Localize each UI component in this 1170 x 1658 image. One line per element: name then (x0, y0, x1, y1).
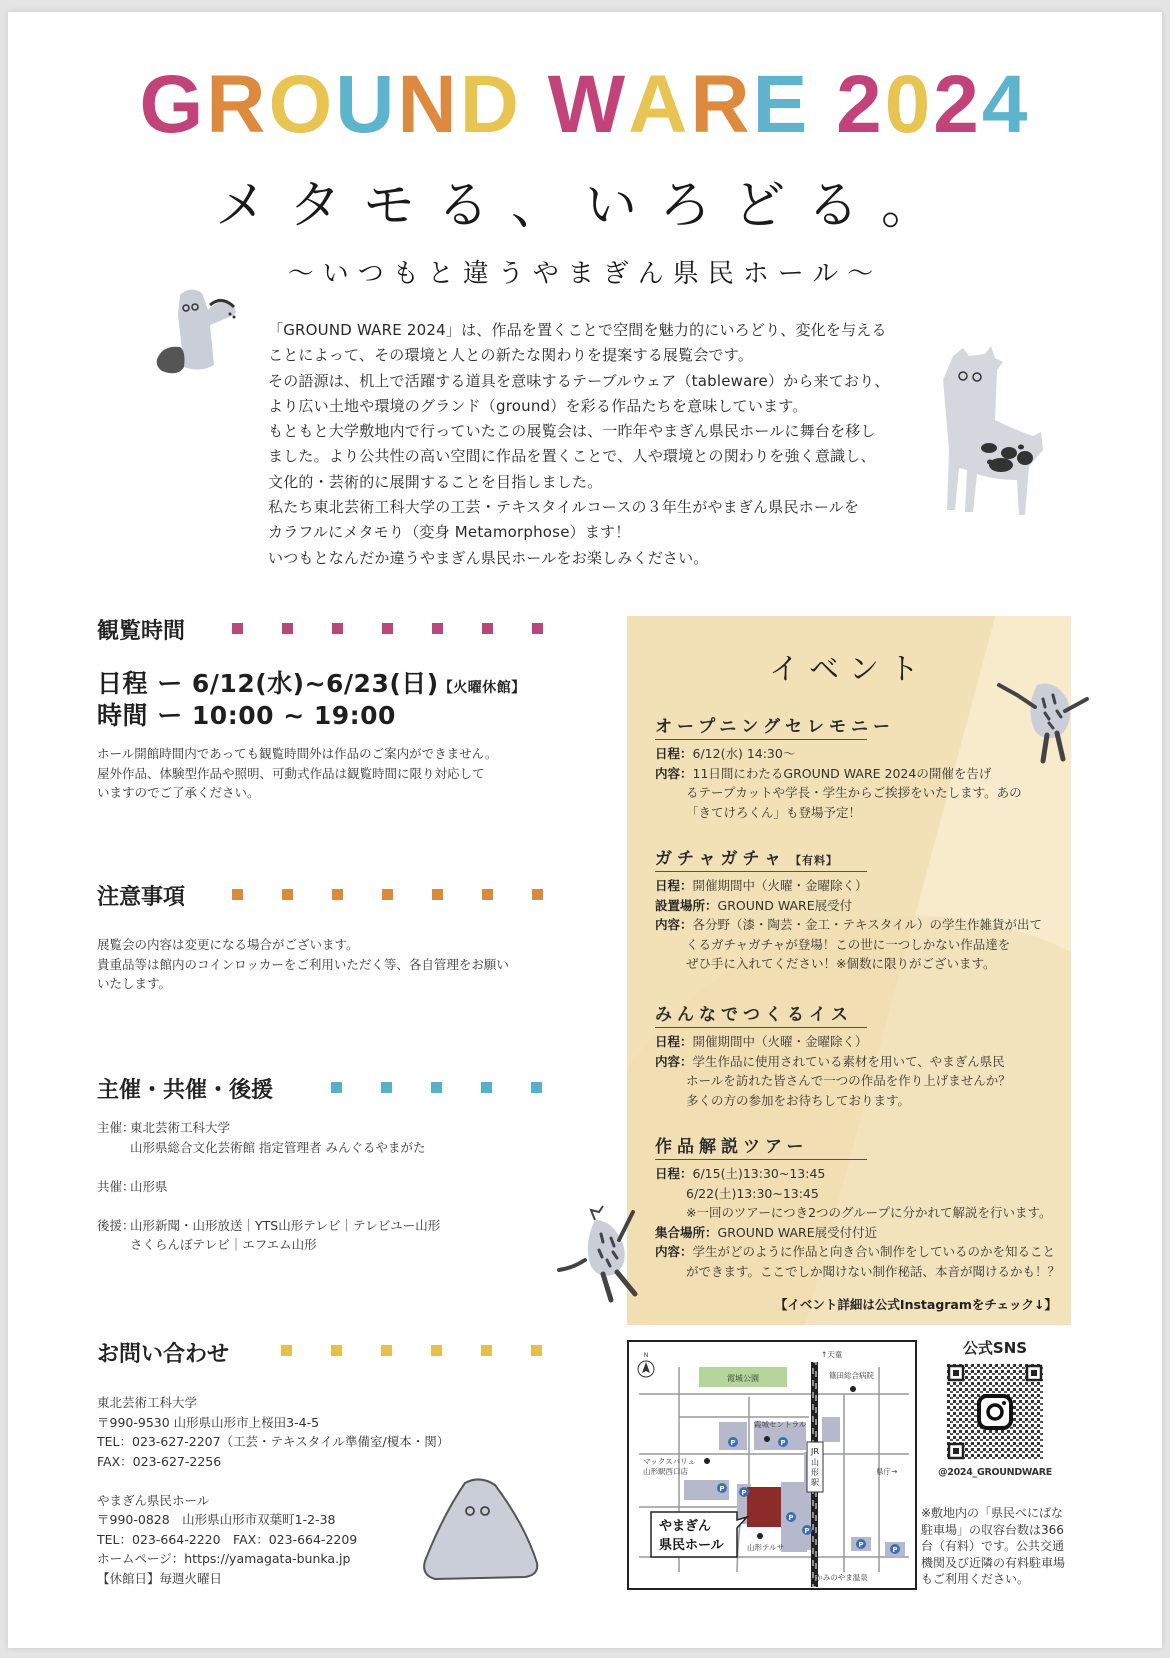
co-host: 山形県 (130, 1178, 168, 1194)
station-label: 駅 (811, 1478, 819, 1487)
co-host-label: 共催： (97, 1178, 135, 1194)
instagram-callout: 【イベント詳細は公式Instagramをチェック↓】 (774, 1297, 1057, 1312)
event-gallery-tour (655, 1132, 1061, 1281)
parking-note: ※敷地内の「県民べにばな駐車場」の収容台数は366台（有料）です。公共交通機関及び近隣の有料駐車場もご利用ください。 (921, 1506, 1066, 1586)
credits-heading: 主催・共催・後援 (97, 1078, 274, 1103)
supporter: 山形新聞・山形放送｜YTS山形テレビ｜テレビユー山形 (130, 1217, 441, 1233)
row-value: ※一回のツアーにつき2つのグループに分かれて解説を行います。 (686, 1205, 1052, 1220)
contact-line: FAX：023-627-2256 (97, 1453, 222, 1469)
llama-character-icon (925, 340, 1050, 520)
event-chair-workshop (655, 1000, 1055, 1110)
row-value: るテープカットや学長・学生からご挨拶をいたします。あの (686, 785, 1022, 800)
divider-dot (481, 1082, 492, 1093)
bird-character-icon (150, 285, 245, 385)
note-line: ホール開館時間内であっても観覧時間外は作品のご案内ができません。 (97, 746, 498, 761)
contact-line: 【休館日】毎週火曜日 (97, 1570, 223, 1586)
access-map[interactable] (627, 1340, 917, 1590)
divider-dot (331, 1345, 342, 1356)
sns-block (935, 1337, 1055, 1478)
intro-line: 文化的・芸術的に展開することを目指しました。 (268, 472, 603, 491)
paid-tag: 【有料】 (789, 854, 838, 867)
title-letter (810, 64, 836, 146)
title-letter: 4 (981, 59, 1031, 150)
row-value: 学生作品に使用されている素材を用いて、やまぎん県民 (692, 1053, 1005, 1069)
organizer: 山形県総合文化芸術館 指定管理者 みんぐるやまがた (130, 1139, 426, 1155)
title-letter: 2 (933, 59, 982, 150)
row-label: 日程： (655, 1034, 693, 1049)
divider-dot (432, 623, 443, 634)
divider-dot (381, 1082, 392, 1093)
divider-dot (332, 889, 343, 900)
title-letter: D (459, 59, 522, 150)
row-value: ぜひ手に入れてください！※個数に限りがございます。 (686, 956, 996, 971)
homepage-link[interactable]: ホームページ：https://yamagata-bunka.jp (97, 1551, 351, 1566)
intro-paragraph (268, 318, 908, 571)
divider-dot (282, 623, 293, 634)
event-name: オープニングセレモニー (655, 717, 895, 737)
parking-icon: P (719, 1485, 725, 1493)
parking-icon: P (741, 1489, 747, 1497)
divider-dot (432, 889, 443, 900)
station-label: 形 (811, 1468, 819, 1477)
sns-title: 公式SNS (962, 1339, 1028, 1357)
parking-icon: P (730, 1439, 736, 1447)
divider-dot (232, 623, 243, 634)
divider-dot (331, 1082, 342, 1093)
intro-line: 「GROUND WARE 2024」は、作品を置くことで空間を魅力的にいろどり、変化を与える (268, 321, 887, 339)
divider-dot (531, 1082, 542, 1093)
parking-icon: P (804, 1527, 810, 1535)
divider-dot (482, 889, 493, 900)
row-value: 6/12(水) 14:30〜 (692, 746, 796, 761)
parking-icon: P (892, 1546, 898, 1554)
station-label: 山 (811, 1458, 819, 1467)
event-name: みんなでつくるイス (655, 1005, 853, 1025)
hours-value: 時間 ー 10:00 ~ 19:00 (97, 701, 396, 730)
title-letter: N (397, 59, 460, 150)
contact-line: やまぎん県民ホール (97, 1492, 210, 1508)
event-name: 作品解説ツアー (655, 1137, 809, 1157)
viewing-dots (232, 623, 582, 634)
dates-value: 日程 ー 6/12(水)~6/23(日) (97, 669, 439, 698)
instagram-qr-code[interactable] (947, 1364, 1043, 1460)
note-line: 展覧会の内容は変更になる場合がございます。 (97, 937, 359, 952)
row-value: 開催期間中（火曜・金曜除く） (692, 878, 868, 893)
intro-line: いつもとなんだか違うやまぎん県民ホールをお楽しみください。 (268, 548, 709, 567)
row-value: GROUND WARE展受付 (717, 897, 853, 913)
closed-note: 【火曜休館】 (438, 680, 526, 696)
title-letter: W (547, 59, 629, 150)
supporter: さくらんぼテレビ｜エフエム山形 (130, 1237, 317, 1252)
divider-dot (431, 1345, 442, 1356)
note-line: いたします。 (97, 976, 172, 991)
contact-line: 東北芸術工科大学 (97, 1395, 198, 1410)
subtitle: 〜いつもと違うやまぎん県民ホール〜 (287, 259, 883, 289)
credits-list (97, 1118, 440, 1255)
intro-line: その語源は、机上で活躍する道具を意味するテーブルウェア（tableware）から来ており、 (268, 371, 890, 390)
row-label: 日程： (655, 878, 693, 893)
row-label: 内容： (655, 765, 693, 781)
title-letter: 0 (884, 59, 934, 150)
row-label: 内容： (655, 1244, 693, 1259)
map-label-central: 霞城セントラル (754, 1420, 807, 1429)
divider-dot (282, 889, 293, 900)
divider-dot (532, 889, 543, 900)
contact-line: 〒990-0828 山形県山形市双葉町1-2-38 (97, 1512, 336, 1527)
event-gachagacha (655, 844, 1055, 974)
row-value: ホールを訪れた皆さんで一つの作品を作り上げませんか？ (686, 1073, 1011, 1088)
divider-dot (382, 889, 393, 900)
contact-dots (281, 1345, 581, 1356)
divider-dot (332, 623, 343, 634)
map-label-prefecture: 県庁→ (876, 1467, 898, 1476)
row-label: 内容： (655, 917, 693, 932)
intro-line: より広い土地や環境のグランド（ground）を彩る作品たちを意味しています。 (268, 396, 808, 415)
note-line: いますのでご了承ください。 (97, 785, 260, 800)
note-line: 貴重品等は館内のコインロッカーをご利用いただく等、各自管理をお願い (97, 956, 509, 972)
map-label-hospital: 篠田総合病院 (829, 1371, 874, 1380)
caution-heading: 注意事項 (97, 885, 186, 910)
row-label: 日程： (655, 1166, 693, 1181)
intro-line: もともと大学敷地内で行っていたこの展覧会は、一昨年やまぎん県民ホールに舞台を移し (268, 422, 876, 441)
intro-line: カラフルにメタモり（変身 Metamorphose）ます！ (268, 523, 631, 542)
title-letter: R (690, 59, 753, 150)
contact-line: TEL：023-664-2220 FAX：023-664-2209 (97, 1531, 358, 1547)
divider-dot (232, 889, 243, 900)
onigiri-ghost-character-icon (415, 1475, 545, 1585)
map-park-label: 霞城公園 (727, 1374, 759, 1383)
row-value: ができます。ここでしか聞けない制作秘話、本音が聞けるかも！？ (686, 1263, 1061, 1279)
viewing-notes (97, 744, 497, 803)
parking-icon: P (858, 1541, 864, 1549)
north-indicator: N (643, 1352, 649, 1359)
title-letter: U (335, 59, 398, 150)
event-name: ガチャガチャ (655, 849, 786, 869)
divider-dot (482, 623, 493, 634)
caution-dots (232, 889, 582, 900)
contact-info (97, 1393, 449, 1588)
caution-notes (97, 935, 509, 994)
row-label: 日程： (655, 746, 693, 761)
map-label-maxvalu: 山形駅西口店 (643, 1467, 688, 1476)
title-letter: O (268, 59, 336, 150)
row-label: 内容： (655, 1053, 693, 1069)
row-label: 集合場所： (655, 1224, 718, 1240)
events-title: イベント (769, 652, 929, 687)
venue-label: 県民ホール (659, 1538, 724, 1553)
map-label-terusa: 山形テルサ (747, 1543, 785, 1552)
intro-line: ことによって、その環境と人との新たな関わりを提案する展覧会です。 (268, 346, 753, 365)
dancing-seed-character-icon (995, 665, 1090, 775)
intro-line: 私たち東北芸術工科大学の工芸・テキスタイルコースの３年生がやまぎん県民ホールを (268, 498, 860, 517)
instagram-handle[interactable]: @2024_GROUNDWARE (938, 1467, 1052, 1478)
row-value: 学生がどのように作品と向き合い制作をしているのかを知ること (692, 1244, 1056, 1259)
organizer-label: 主催： (97, 1120, 135, 1135)
divider-dot (281, 1345, 292, 1356)
divider-dot (431, 1082, 442, 1093)
title-letter: E (752, 59, 811, 150)
title-letter: 2 (836, 59, 885, 150)
viewing-hours-heading: 観覧時間 (97, 619, 186, 644)
row-value: くるガチャガチャが登場！この世に一つしかない作品達を (686, 936, 1011, 952)
title-letter: A (628, 59, 691, 150)
contact-line: TEL：023-627-2207（工芸・テキスタイル準備室/榎本・関） (97, 1434, 450, 1449)
schedule (97, 670, 526, 730)
map-label-tendo: ↑天童 (821, 1350, 843, 1359)
note-line: 屋外作品、体験型作品や照明、可動式作品は観覧時間に限り対応して (97, 765, 485, 781)
map-label-maxvalu: マックスバリュ (643, 1457, 695, 1466)
divider-dot (481, 1345, 492, 1356)
row-value: 「きてけろくん」も登場予定！ (686, 804, 862, 820)
running-seed-character-icon (555, 1200, 650, 1310)
row-value: 11日間にわたるGROUND WARE 2024の開催を告げ (692, 765, 992, 781)
parking-icon: P (788, 1514, 794, 1522)
divider-dot (532, 623, 543, 634)
contact-line: 〒990-9530 山形県山形市上桜田3-4-5 (97, 1414, 320, 1430)
contact-heading: お問い合わせ (97, 1342, 230, 1367)
catchphrase: メタモる、いろどる。 (214, 176, 955, 236)
row-value: 各分野（漆・陶芸・金工・テキスタイル）の学生作雑貨が出て (692, 917, 1043, 932)
poster-title (0, 59, 1170, 150)
parking-icon: P (780, 1439, 786, 1447)
intro-line: ました。より公共性の高い空間に作品を置くことで、人や環境との関わりを強く意識し、 (268, 447, 876, 466)
credits-dots (331, 1082, 581, 1093)
map-label-kaminoyama: ↓かみのやま温泉 (809, 1573, 868, 1582)
instagram-icon (979, 1396, 1011, 1428)
row-value: 6/22(土)13:30~13:45 (686, 1185, 819, 1201)
row-value: 多くの方の参加をお待ちしております。 (686, 1092, 911, 1108)
row-label: 設置場所： (655, 897, 718, 913)
row-value: 6/15(土)13:30~13:45 (692, 1166, 826, 1181)
organizer: 東北芸術工科大学 (130, 1120, 231, 1135)
support-label: 後援： (97, 1217, 135, 1233)
divider-dot (531, 1345, 542, 1356)
row-value: 開催期間中（火曜・金曜除く） (692, 1034, 868, 1049)
title-letter: G (139, 59, 207, 150)
divider-dot (381, 1345, 392, 1356)
station-label: JR (811, 1447, 819, 1456)
divider-dot (382, 623, 393, 634)
title-letter: R (206, 59, 269, 150)
venue-label: やまぎん (659, 1519, 712, 1534)
title-letter (522, 64, 548, 146)
row-value: GROUND WARE展受付付近 (717, 1224, 878, 1240)
